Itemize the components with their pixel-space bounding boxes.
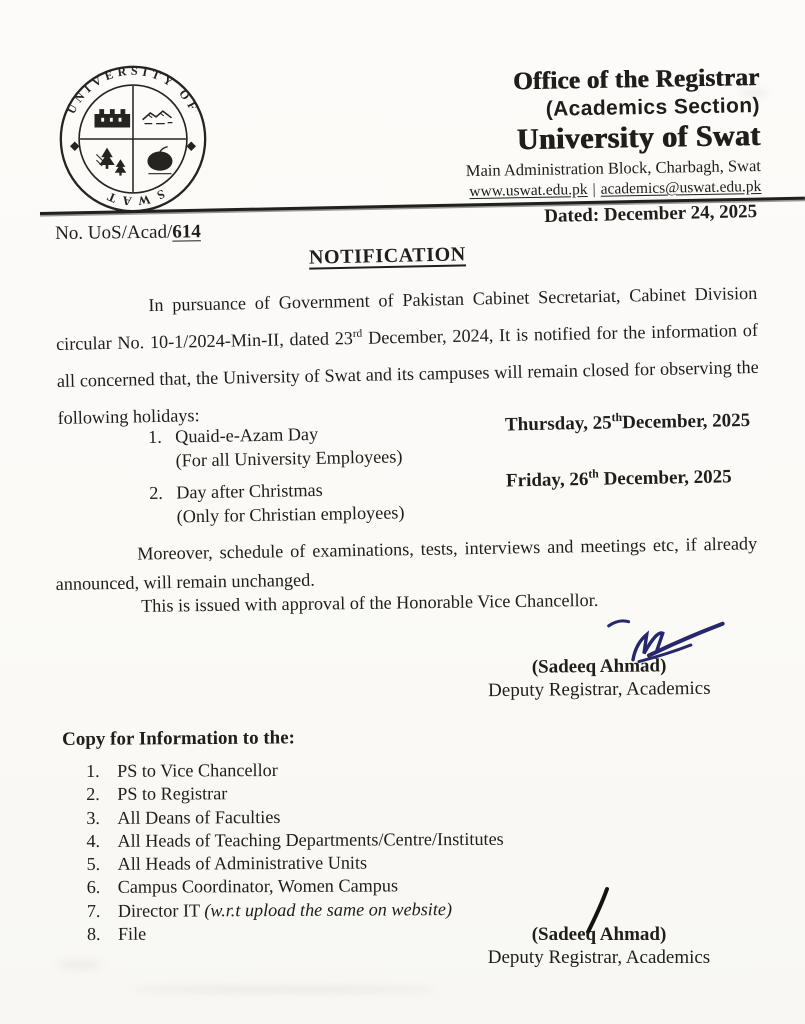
reference-number	[55, 221, 201, 245]
holiday-note: (For all University Employees)	[175, 445, 403, 470]
seal-diamond-icon	[186, 141, 196, 151]
scan-smudge	[58, 960, 102, 970]
letterhead	[464, 64, 761, 202]
reference-label: No. UoS/Acad/	[55, 221, 173, 244]
signatory-name: (Sadeeq Ahmad)	[531, 655, 667, 678]
signature-block-bottom	[461, 886, 737, 969]
university-name: University of Swat	[516, 118, 761, 157]
body-paragraph-3: This is issued with approval of the Honorable Vice Chancellor.	[140, 589, 599, 616]
holiday-name: Day after Christmas	[176, 479, 323, 503]
copy-section-heading: Copy for Information to the:	[62, 727, 296, 750]
holiday-row	[149, 466, 765, 529]
reference-value: 614	[172, 221, 201, 243]
seal-diamond-icon	[70, 141, 80, 151]
list-number: 2.	[149, 482, 164, 503]
holiday-list	[148, 409, 765, 529]
holiday-name: Quaid-e-Azam Day	[175, 423, 319, 447]
holiday-note: (Only for Christian employees)	[176, 501, 405, 526]
title-row	[0, 245, 775, 268]
dated-line: Dated: December 24, 2025	[544, 201, 758, 228]
seal-ring-text-top: UNIVERSITY OF	[63, 63, 203, 117]
list-item: 2. PS to Registrar	[86, 783, 228, 805]
list-item: 5. All Heads of Administrative Units	[86, 852, 368, 875]
list-number: 1.	[148, 426, 163, 447]
list-item: 6. Campus Coordinator, Women Campus	[86, 875, 399, 898]
section-title: (Academics Section)	[545, 93, 760, 121]
list-item: 7. Director IT (w.r.t upload the same on website)	[86, 898, 453, 921]
seal-trees-icon	[96, 148, 126, 176]
ordinal-superscript: rd	[352, 327, 363, 340]
email-link[interactable]: academics@uswat.edu.pk	[600, 177, 762, 198]
signatory-name: (Sadeeq Ahmad)	[531, 924, 667, 945]
holiday-date: Friday, 26th December, 2025	[505, 466, 732, 492]
body-paragraph-2: Moreover, schedule of examinations, tests, interviews and meetings etc, if already announced, will remain unchanged.	[55, 533, 758, 594]
seal-fruit-icon	[147, 147, 172, 174]
seal-ring-text-bottom: SWAT	[99, 186, 167, 209]
list-item: 3. All Deans of Faculties	[86, 806, 281, 828]
holiday-row	[148, 409, 764, 473]
signatory-title: Deputy Registrar, Academics	[488, 677, 711, 702]
holiday-entry	[148, 419, 506, 473]
seal-mountains-icon	[143, 111, 173, 124]
list-item: 1. PS to Vice Chancellor	[86, 759, 278, 781]
university-seal-logo	[56, 62, 210, 216]
scan-smudge	[130, 986, 440, 993]
paragraph-text: December, 2024, It is notified for the information of all concerned that, the University of Swat and its campuses will remain closed for observing the following holidays:	[56, 319, 759, 428]
address-line: Main Administration Block, Charbagh, Swat	[465, 155, 761, 181]
link-separator: |	[592, 180, 596, 198]
signatory-title: Deputy Registrar, Academics	[487, 947, 711, 968]
holiday-date: Thursday, 25thDecember, 2025	[504, 409, 751, 436]
paragraph-text: In pursuance of Government of Pakistan Cabinet Secretariat, Cabinet Division circular No. 10-1/2024-Min-II, dated 23	[55, 282, 758, 354]
signature-block-top	[461, 615, 738, 703]
holiday-entry	[149, 475, 507, 529]
website-link[interactable]: www.uswat.edu.pk	[469, 181, 588, 201]
page-title: NOTIFICATION	[308, 243, 467, 269]
list-item: 4. All Heads of Teaching Departments/Centre/Institutes	[86, 828, 504, 851]
office-title: Office of the Registrar	[512, 64, 760, 96]
seal-castle-icon	[95, 109, 131, 127]
list-item: 8. File	[86, 923, 147, 945]
